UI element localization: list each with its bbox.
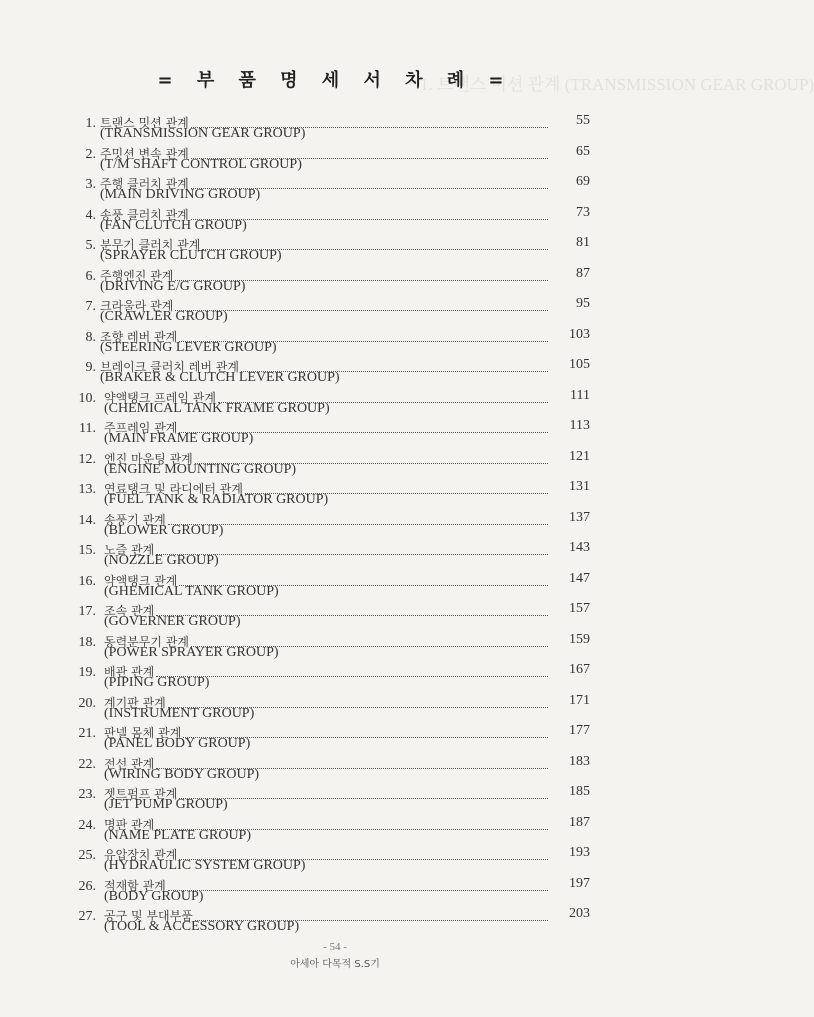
toc-entry (0, 630, 670, 660)
toc-entry-number: 20. (78, 695, 96, 711)
toc-entry-english-title: (SPRAYER CLUTCH GROUP) (100, 248, 282, 263)
toc-entry-english-title: (BLOWER GROUP) (104, 522, 224, 538)
toc-entry-korean-title: 명판 관계 (104, 817, 155, 832)
toc-entry-english-title: (CHEMICAL TANK FRAME GROUP) (104, 400, 330, 416)
toc-entry-english-title: (FUEL TANK & RADIATOR GROUP) (104, 492, 329, 507)
toc-entry (0, 477, 670, 507)
dot-leader (191, 188, 548, 189)
toc-entry (0, 538, 670, 568)
dot-leader (191, 158, 548, 159)
toc-entry-page-number: 137 (569, 509, 590, 525)
toc-entry-english-title: (JET PUMP GROUP) (104, 797, 228, 812)
toc-entry-number: 4. (85, 207, 96, 223)
toc-entry (0, 325, 670, 355)
toc-entry-page-number: 159 (569, 631, 590, 647)
toc-entry-korean-title: 주밋션 변속 관계 (100, 146, 189, 161)
toc-entry (0, 691, 670, 721)
toc-entry-korean-title: 트랜스 밋션 관계 (100, 116, 189, 130)
dot-leader (195, 920, 548, 921)
toc-entry (0, 294, 670, 324)
dot-leader (195, 463, 548, 464)
dot-leader (179, 432, 548, 433)
toc-entry-number: 23. (78, 787, 96, 802)
toc-entry (0, 813, 670, 843)
toc-entry-number: 9. (85, 360, 96, 375)
toc-entry-english-title: (GHEMICAL TANK GROUP) (104, 583, 279, 599)
toc-entry-korean-title: 유압장치 관계 (104, 848, 178, 862)
toc-entry-number: 14. (78, 512, 96, 528)
dot-leader (168, 707, 548, 708)
toc-entry-english-title: (MAIN FRAME GROUP) (104, 431, 254, 446)
toc-entry-page-number: 55 (576, 113, 590, 128)
toc-entry (0, 416, 670, 446)
toc-entry-english-title: (HYDRAULIC SYSTEM GROUP) (104, 858, 306, 873)
dot-leader (202, 249, 548, 250)
toc-entry-english-title: (ENGINE MOUNTING GROUP) (104, 461, 297, 477)
toc-entry-number: 5. (85, 238, 96, 253)
dot-leader (241, 371, 548, 372)
toc-entry-english-title: (BRAKER & CLUTCH LEVER GROUP) (100, 370, 340, 385)
toc-entry-korean-title: 젯트펌프 관계 (104, 787, 178, 801)
toc-entry-number: 3. (85, 177, 96, 192)
toc-entry-number: 19. (78, 665, 96, 680)
toc-entry-english-title: (POWER SPRAYER GROUP) (104, 644, 279, 660)
toc-entry-page-number: 193 (569, 845, 590, 860)
dot-leader (156, 554, 548, 555)
toc-entry-english-title: (FAN CLUTCH GROUP) (100, 217, 247, 233)
dot-leader (168, 890, 548, 891)
toc-entry-english-title: (GOVERNER GROUP) (104, 614, 241, 629)
dot-leader (179, 859, 548, 860)
toc-entry-english-title: (NOZZLE GROUP) (104, 553, 219, 568)
toc-entry-korean-title: 적재함 관계 (104, 878, 166, 893)
toc-entry-page-number: 87 (576, 265, 590, 281)
toc-entry (0, 203, 670, 233)
dot-leader (191, 646, 548, 647)
toc-entry (0, 264, 670, 294)
dot-leader (191, 219, 548, 220)
toc-entry-page-number: 73 (576, 204, 590, 220)
toc-entry-page-number: 147 (569, 570, 590, 586)
toc-entry (0, 904, 670, 934)
toc-entry-korean-title: 동력분무기 관계 (104, 634, 189, 649)
toc-entry-number: 15. (78, 543, 96, 558)
toc-entry (0, 355, 670, 385)
toc-entry-number: 26. (78, 878, 96, 894)
toc-entry-number: 24. (78, 817, 96, 833)
toc-entry-korean-title: 약액탱크 프레임 관계 (104, 390, 216, 405)
toc-entry-english-title: (TRANSMISSION GEAR GROUP) (100, 126, 306, 141)
toc-entry-number: 18. (78, 634, 96, 650)
toc-entry (0, 874, 670, 904)
toc-entry-page-number: 177 (569, 723, 590, 738)
footer-document-name: 아세아 다목적 S.S기 (290, 959, 380, 970)
toc-entry-korean-title: 계기판 관계 (104, 695, 166, 710)
toc-entry-page-number: 183 (569, 753, 590, 769)
toc-entry-number: 11. (79, 421, 96, 436)
dot-leader (156, 829, 548, 830)
toc-entry-korean-title: 공구 및 부대부품 (104, 909, 193, 923)
toc-entry-number: 25. (78, 848, 96, 863)
toc-entry-korean-title: 송풍기 관계 (104, 512, 166, 527)
toc-entry-page-number: 111 (570, 387, 590, 403)
toc-entry-korean-title: 주행엔진 관계 (100, 268, 174, 283)
toc-entry-english-title: (T/M SHAFT CONTROL GROUP) (100, 156, 302, 172)
dot-leader (156, 676, 548, 677)
dot-leader (179, 341, 548, 342)
toc-entry-number: 21. (78, 726, 96, 741)
toc-entry (0, 111, 670, 141)
toc-entry-page-number: 113 (569, 418, 590, 433)
toc-entry-korean-title: 엔진 마운팅 관계 (104, 451, 193, 466)
toc-entry-page-number: 143 (569, 540, 590, 555)
toc-entry-english-title: (INSTRUMENT GROUP) (104, 705, 255, 721)
toc-entry-korean-title: 노즐 관계 (104, 543, 155, 557)
toc-entry-number: 2. (85, 146, 96, 162)
toc-entry-page-number: 187 (569, 814, 590, 830)
toc-entry-number: 27. (78, 909, 96, 924)
toc-entry-page-number: 121 (569, 448, 590, 464)
toc-entry-page-number: 81 (576, 235, 590, 250)
toc-entry-english-title: (STEERING LEVER GROUP) (100, 339, 277, 355)
toc-entry-number: 7. (85, 299, 96, 314)
toc-entry-korean-title: 전선 관계 (104, 756, 155, 771)
toc-entry-page-number: 105 (569, 357, 590, 372)
toc-entry-page-number: 131 (569, 479, 590, 494)
toc-entry-page-number: 103 (569, 326, 590, 342)
toc-entry-page-number: 157 (569, 601, 590, 616)
toc-entry (0, 843, 670, 873)
dot-leader (218, 402, 548, 403)
dot-leader (191, 127, 548, 128)
toc-entry-english-title: (PANEL BODY GROUP) (104, 736, 251, 751)
dot-leader (175, 280, 548, 281)
toc-entry-english-title: (BODY GROUP) (104, 888, 204, 904)
toc-entry (0, 447, 670, 477)
toc-entry (0, 508, 670, 538)
toc-entry-page-number: 65 (576, 143, 590, 159)
toc-entry-english-title: (WIRING BODY GROUP) (104, 766, 260, 782)
toc-entry-page-number: 197 (569, 875, 590, 891)
toc-entry (0, 386, 670, 416)
dot-leader (175, 310, 548, 311)
toc-entry-korean-title: 판넬 몸체 관계 (104, 726, 182, 740)
toc-entry (0, 142, 670, 172)
toc-entry-number: 22. (78, 756, 96, 772)
dot-leader (179, 585, 548, 586)
toc-entry-korean-title: 주프레임 관계 (104, 421, 178, 435)
toc-entry-page-number: 185 (569, 784, 590, 799)
toc-entry (0, 721, 670, 751)
toc-entry-page-number: 95 (576, 296, 590, 311)
toc-entry-number: 10. (78, 390, 96, 406)
toc-entry-korean-title: 브레이크 클러치 레버 관계 (100, 360, 239, 374)
toc-entry-number: 17. (78, 604, 96, 619)
toc-entry-number: 6. (85, 268, 96, 284)
dot-leader (168, 524, 548, 525)
toc-entry-number: 12. (78, 451, 96, 467)
toc-entry-english-title: (DRIVING E/G GROUP) (100, 278, 246, 294)
dot-leader (179, 798, 548, 799)
toc-entry-korean-title: 조향 레버 관계 (100, 329, 178, 344)
dot-leader (245, 493, 548, 494)
toc-entry-page-number: 171 (569, 692, 590, 708)
toc-entry (0, 172, 670, 202)
dot-leader (183, 737, 548, 738)
toc-entry-korean-title: 배관 관계 (104, 665, 155, 679)
toc-entry (0, 599, 670, 629)
toc-entry (0, 569, 670, 599)
toc-entry-number: 13. (78, 482, 96, 497)
toc-entry-korean-title: 크라울라 관계 (100, 299, 174, 313)
toc-entry-korean-title: 송풍 클러치 관계 (100, 207, 189, 222)
footer-page-number: - 54 - (323, 941, 347, 953)
toc-entry-korean-title: 약액탱크 관계 (104, 573, 178, 588)
toc-entry-page-number: 167 (569, 662, 590, 677)
dot-leader (156, 768, 548, 769)
toc-entry-korean-title: 주행 클러치 관계 (100, 177, 189, 191)
toc-entry (0, 660, 670, 690)
toc-entry-number: 1. (85, 116, 96, 131)
toc-entry-korean-title: 분무기 클러치 관계 (100, 238, 201, 252)
toc-entry-english-title: (CRAWLER GROUP) (100, 309, 228, 324)
toc-entry-number: 16. (78, 573, 96, 589)
toc-entry-english-title: (MAIN DRIVING GROUP) (100, 187, 261, 202)
toc-entry-page-number: 203 (569, 906, 590, 921)
toc-entry (0, 782, 670, 812)
faded-background-heading: 1. 트랜스 미션 관계 (TRANSMISSION GEAR GROUP) (420, 75, 814, 94)
toc-entry-english-title: (PIPING GROUP) (104, 675, 210, 690)
toc-entry-page-number: 69 (576, 174, 590, 189)
page-title: = 부 품 명 세 서 차 례 = (157, 70, 513, 91)
toc-entry-english-title: (TOOL & ACCESSORY GROUP) (104, 919, 300, 934)
toc-entry (0, 752, 670, 782)
toc-entry-korean-title: 조속 관계 (104, 604, 155, 618)
toc-entry (0, 233, 670, 263)
toc-entry-number: 8. (85, 329, 96, 345)
dot-leader (156, 615, 548, 616)
toc-entry-korean-title: 연료탱크 및 라디에터 관계 (104, 482, 243, 496)
toc-entry-english-title: (NAME PLATE GROUP) (104, 827, 251, 843)
